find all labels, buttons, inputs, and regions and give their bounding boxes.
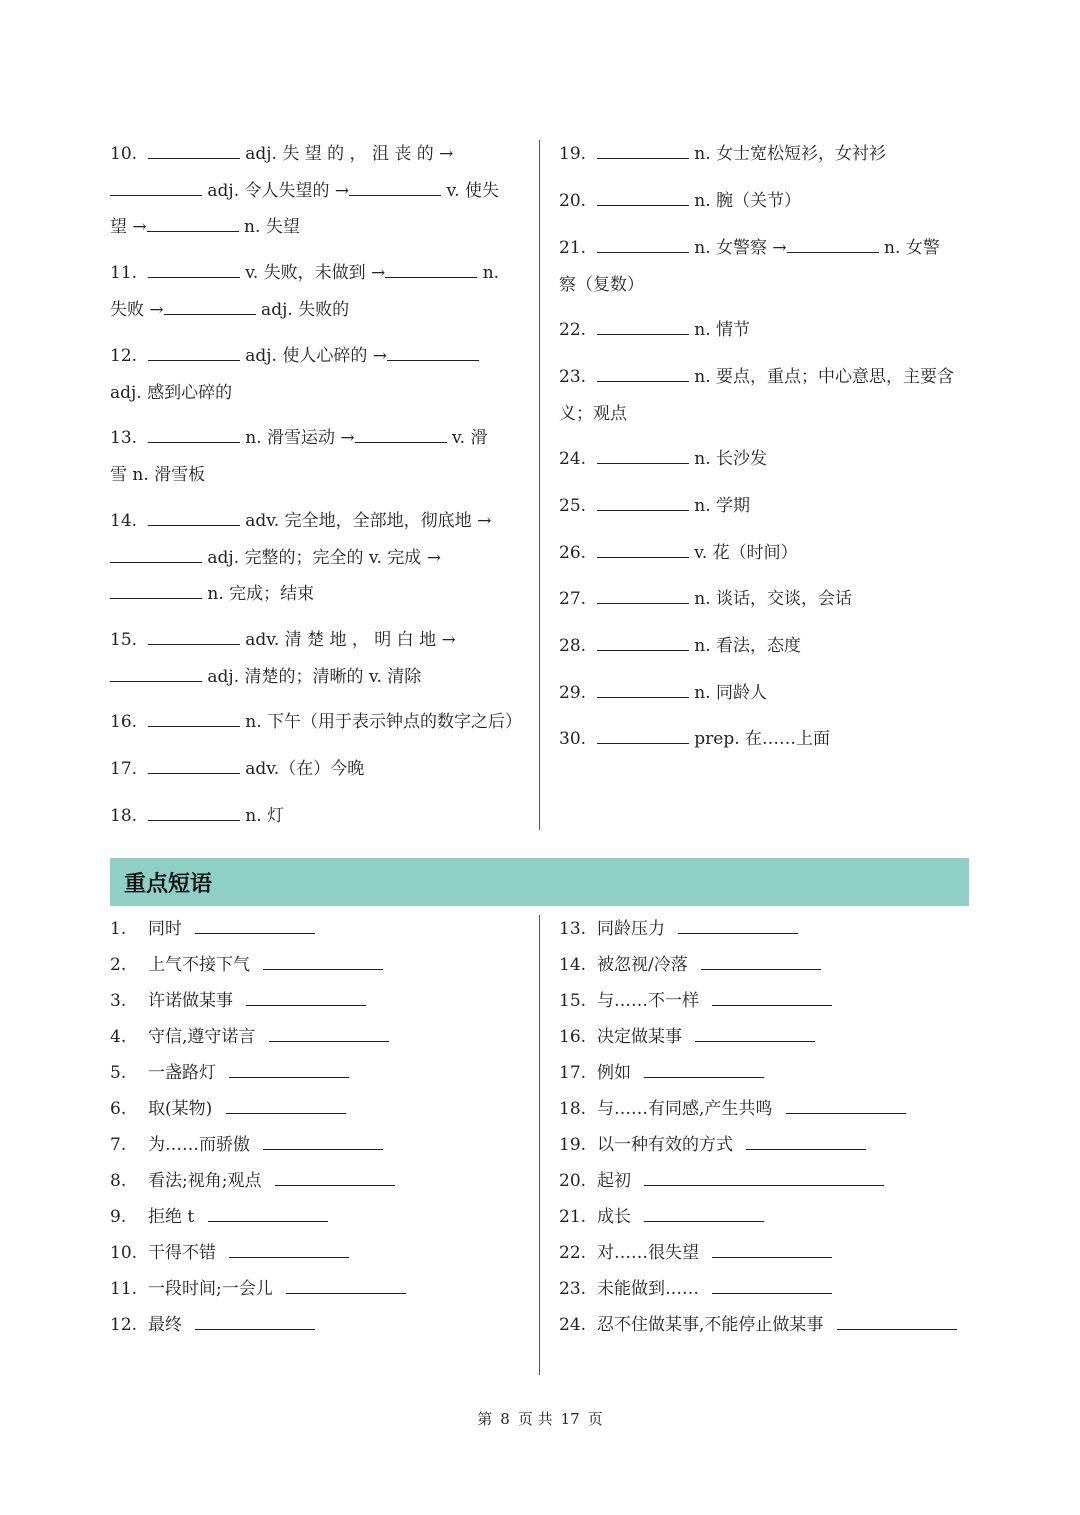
answer-blank[interactable] — [644, 1203, 764, 1222]
footer-total-pages: 17 — [560, 1410, 580, 1428]
answer-blank[interactable] — [226, 1095, 346, 1114]
vocab-right-line: 25. n. 学期 — [559, 488, 750, 524]
phrase-item — [559, 1019, 815, 1055]
phrase-item — [559, 1127, 866, 1163]
phrase-number: 9. — [110, 1207, 127, 1227]
answer-blank[interactable] — [263, 1131, 383, 1150]
answer-blank[interactable] — [597, 316, 689, 335]
phrase-item — [559, 1055, 764, 1091]
vocab-right-line: 20. n. 腕（关节） — [559, 183, 801, 219]
vocab-right-line: 察（复数） — [559, 274, 644, 295]
answer-blank[interactable] — [597, 140, 689, 159]
phrase-item — [559, 1199, 764, 1235]
footer-mid: 页 共 — [517, 1410, 553, 1428]
phrase-text: 被忽视/冷落 — [597, 955, 694, 975]
phrase-item — [559, 983, 832, 1019]
phrase-text: 未能做到…… — [597, 1279, 705, 1299]
phrase-number: 15. — [559, 991, 587, 1011]
vocab-left-line: n. 完成；结束 — [110, 576, 314, 612]
phrase-item — [559, 1235, 832, 1271]
phrase-number: 8. — [110, 1171, 127, 1191]
answer-blank[interactable] — [387, 342, 479, 361]
answer-blank[interactable] — [597, 539, 689, 558]
footer-label: 第 — [477, 1410, 493, 1428]
answer-blank[interactable] — [712, 1239, 832, 1258]
column-divider-top — [539, 140, 540, 830]
answer-blank[interactable] — [746, 1131, 866, 1150]
vocab-left-line: 雪 n. 滑雪板 — [110, 464, 206, 485]
phrase-item — [110, 1091, 346, 1127]
answer-blank[interactable] — [787, 234, 879, 253]
answer-blank[interactable] — [597, 492, 689, 511]
answer-blank[interactable] — [644, 1167, 884, 1186]
phrase-text: 一盏路灯 — [148, 1063, 222, 1083]
phrase-text: 成长 — [597, 1207, 637, 1227]
vocab-left-line: 17. adv.（在）今晚 — [110, 751, 364, 787]
vocab-right-line: 30. prep. 在……上面 — [559, 721, 830, 757]
vocab-left-line: 12. adj. 使人心碎的 → — [110, 338, 479, 374]
vocab-left-line: 14. adv. 完全地，全部地，彻底地 → — [110, 503, 491, 539]
phrase-text: 同时 — [148, 919, 188, 939]
phrase-item — [110, 947, 383, 983]
column-divider-bottom — [539, 915, 540, 1375]
phrase-text: 与……不一样 — [597, 991, 705, 1011]
phrase-item — [559, 947, 821, 983]
phrase-number: 17. — [559, 1063, 587, 1083]
phrase-number: 11. — [110, 1279, 138, 1299]
phrase-text: 对……很失望 — [597, 1243, 705, 1263]
answer-blank[interactable] — [597, 445, 689, 464]
phrase-item — [110, 1127, 383, 1163]
answer-blank[interactable] — [148, 342, 240, 361]
vocab-left-line: 16. n. 下午（用于表示钟点的数字之后） — [110, 704, 522, 740]
vocab-right-line: 21. n. 女警察 → n. 女警 — [559, 230, 940, 266]
answer-blank[interactable] — [148, 708, 240, 727]
phrase-text: 忍不住做某事,不能停止做某事 — [597, 1315, 829, 1335]
phrase-text: 许诺做某事 — [148, 991, 239, 1011]
answer-blank[interactable] — [148, 140, 240, 159]
answer-blank[interactable] — [597, 234, 689, 253]
answer-blank[interactable] — [597, 679, 689, 698]
vocab-right-line: 28. n. 看法，态度 — [559, 628, 801, 664]
phrase-number: 4. — [110, 1027, 127, 1047]
phrase-number: 18. — [559, 1099, 587, 1119]
phrase-number: 3. — [110, 991, 127, 1011]
answer-blank[interactable] — [164, 296, 256, 315]
vocab-right-line: 29. n. 同龄人 — [559, 675, 767, 711]
answer-blank[interactable] — [597, 725, 689, 744]
phrase-item — [110, 911, 315, 947]
answer-blank[interactable] — [229, 1239, 349, 1258]
phrase-number: 1. — [110, 919, 127, 939]
answer-blank[interactable] — [148, 626, 240, 645]
answer-blank[interactable] — [349, 177, 441, 196]
phrase-number: 22. — [559, 1243, 587, 1263]
phrase-item — [110, 1307, 315, 1343]
answer-blank[interactable] — [195, 915, 315, 934]
phrase-item — [110, 1271, 406, 1307]
vocab-left-line: 望 → n. 失望 — [110, 209, 300, 245]
phrase-number: 14. — [559, 955, 587, 975]
vocab-left-line: 10. adj. 失 望 的 ， 沮 丧 的 → — [110, 136, 453, 172]
answer-blank[interactable] — [712, 1275, 832, 1294]
answer-blank[interactable] — [148, 802, 240, 821]
vocab-left-line: 15. adv. 清 楚 地 ， 明 白 地 → — [110, 622, 456, 658]
phrase-number: 19. — [559, 1135, 587, 1155]
answer-blank[interactable] — [597, 632, 689, 651]
vocab-left-line: 11. v. 失败，未做到 → n. — [110, 255, 499, 291]
phrase-item — [110, 1163, 395, 1199]
phrase-text: 为……而骄傲 — [148, 1135, 256, 1155]
phrase-number: 7. — [110, 1135, 127, 1155]
answer-blank[interactable] — [195, 1311, 315, 1330]
phrase-text: 一段时间;一会儿 — [148, 1279, 279, 1299]
answer-blank[interactable] — [148, 259, 240, 278]
answer-blank[interactable] — [208, 1203, 328, 1222]
phrase-item — [110, 1055, 349, 1091]
phrase-number: 23. — [559, 1279, 587, 1299]
phrase-text: 与……有同感,产生共鸣 — [597, 1099, 778, 1119]
vocab-right-line: 22. n. 情节 — [559, 312, 750, 348]
vocab-right-line: 26. v. 花（时间） — [559, 535, 798, 571]
phrase-item — [559, 1091, 906, 1127]
phrase-text: 以一种有效的方式 — [597, 1135, 739, 1155]
phrase-number: 5. — [110, 1063, 127, 1083]
phrase-item — [110, 1235, 349, 1271]
vocab-left-line: adj. 令人失望的 → v. 使失 — [110, 173, 499, 209]
vocab-left-line: adj. 感到心碎的 — [110, 382, 233, 403]
section-title: 重点短语 — [124, 871, 213, 897]
answer-blank[interactable] — [712, 987, 832, 1006]
phrase-text: 看法;视角;观点 — [148, 1171, 267, 1191]
vocab-right-line: 23. n. 要点，重点；中心意思，主要含 — [559, 359, 954, 395]
phrase-item — [559, 1271, 832, 1307]
answer-blank[interactable] — [678, 915, 798, 934]
answer-blank[interactable] — [229, 1059, 349, 1078]
vocab-left-line: adj. 完整的；完全的 v. 完成 → — [110, 540, 441, 576]
answer-blank[interactable] — [148, 755, 240, 774]
phrase-number: 6. — [110, 1099, 127, 1119]
section-banner — [110, 858, 969, 906]
phrase-number: 21. — [559, 1207, 587, 1227]
phrase-number: 10. — [110, 1243, 138, 1263]
answer-blank[interactable] — [110, 544, 202, 563]
answer-blank[interactable] — [695, 1023, 815, 1042]
phrase-text: 拒绝 t — [148, 1207, 200, 1227]
vocab-right-line: 27. n. 谈话，交谈，会话 — [559, 581, 852, 617]
answer-blank[interactable] — [644, 1059, 764, 1078]
answer-blank[interactable] — [148, 424, 240, 443]
answer-blank[interactable] — [246, 987, 366, 1006]
phrase-number: 2. — [110, 955, 127, 975]
phrase-number: 12. — [110, 1315, 138, 1335]
answer-blank[interactable] — [148, 507, 240, 526]
phrase-item — [110, 1199, 328, 1235]
vocab-right-line: 24. n. 长沙发 — [559, 441, 767, 477]
phrase-text: 干得不错 — [148, 1243, 222, 1263]
phrase-text: 同龄压力 — [597, 919, 671, 939]
answer-blank[interactable] — [286, 1275, 406, 1294]
vocab-right-line: 19. n. 女士宽松短衫，女衬衫 — [559, 136, 886, 172]
vocab-left-line: 13. n. 滑雪运动 → v. 滑 — [110, 420, 487, 456]
vocab-left-line: adj. 清楚的；清晰的 v. 清除 — [110, 659, 421, 695]
answer-blank[interactable] — [701, 951, 821, 970]
vocab-left-line: 18. n. 灯 — [110, 798, 284, 834]
phrase-text: 例如 — [597, 1063, 637, 1083]
answer-blank[interactable] — [110, 580, 202, 599]
phrase-number: 16. — [559, 1027, 587, 1047]
answer-blank[interactable] — [269, 1023, 389, 1042]
answer-blank[interactable] — [110, 177, 202, 196]
phrase-number: 13. — [559, 919, 587, 939]
answer-blank[interactable] — [837, 1311, 957, 1330]
page-footer — [0, 1408, 1080, 1429]
phrase-text: 起初 — [597, 1171, 637, 1191]
phrase-number: 24. — [559, 1315, 587, 1335]
answer-blank[interactable] — [147, 213, 239, 232]
phrase-text: 守信,遵守诺言 — [148, 1027, 261, 1047]
phrase-item — [110, 983, 366, 1019]
answer-blank[interactable] — [275, 1167, 395, 1186]
answer-blank[interactable] — [110, 663, 202, 682]
phrase-text: 最终 — [148, 1315, 188, 1335]
answer-blank[interactable] — [385, 259, 477, 278]
phrase-item — [559, 911, 798, 947]
answer-blank[interactable] — [263, 951, 383, 970]
answer-blank[interactable] — [597, 187, 689, 206]
phrase-item — [559, 1163, 884, 1199]
footer-end: 页 — [587, 1410, 603, 1428]
phrase-number: 20. — [559, 1171, 587, 1191]
phrase-text: 取(某物) — [148, 1099, 218, 1119]
vocab-right-line: 义；观点 — [559, 403, 627, 424]
footer-page-number: 8 — [500, 1410, 510, 1428]
phrase-item — [559, 1307, 957, 1343]
phrase-item — [110, 1019, 389, 1055]
vocab-left-line: 失败 → adj. 失败的 — [110, 292, 349, 328]
answer-blank[interactable] — [355, 424, 447, 443]
answer-blank[interactable] — [786, 1095, 906, 1114]
answer-blank[interactable] — [597, 585, 689, 604]
answer-blank[interactable] — [597, 363, 689, 382]
phrase-text: 决定做某事 — [597, 1027, 688, 1047]
phrase-text: 上气不接下气 — [148, 955, 256, 975]
